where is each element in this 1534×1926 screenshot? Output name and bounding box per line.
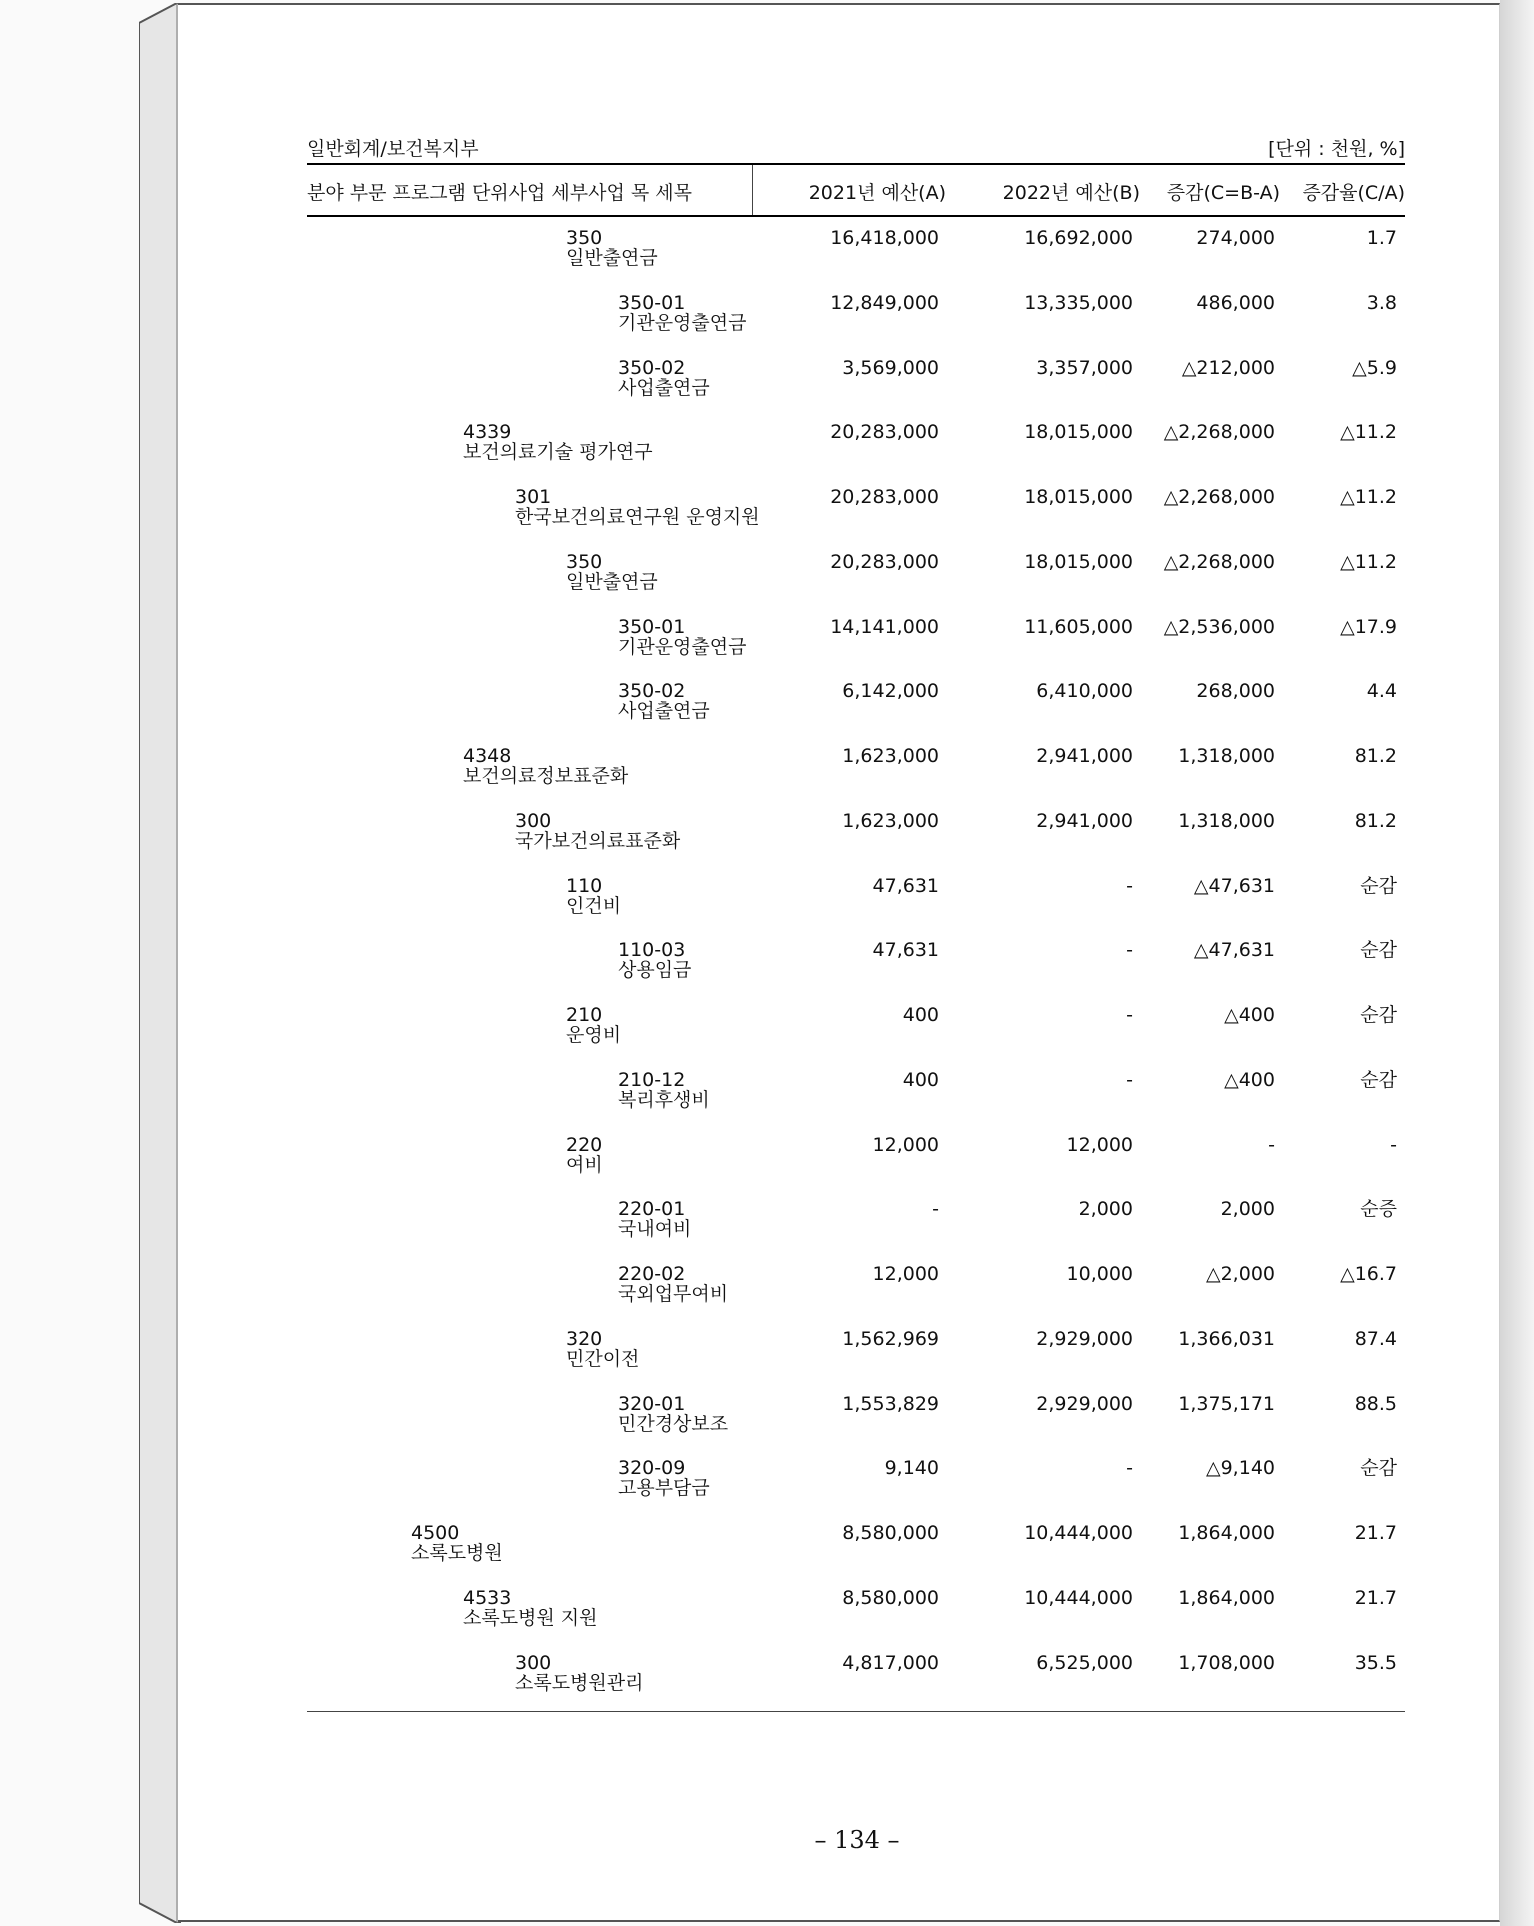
row-name: 소록도병원 [411, 1542, 503, 1564]
row-change-rate: 3.8 [1366, 291, 1397, 314]
row-change: 2,000 [1220, 1198, 1275, 1221]
row-change-rate: 21.7 [1354, 1586, 1397, 1609]
row-name: 보건의료정보표준화 [463, 765, 629, 787]
row-code: 320-01 [618, 1392, 686, 1415]
row-code: 350 [566, 227, 603, 249]
row-change: △400 [1224, 1004, 1275, 1026]
row-budget-2022: 6,525,000 [1036, 1651, 1133, 1674]
row-change: △400 [1224, 1068, 1275, 1091]
table-top-rule [307, 163, 1405, 165]
row-budget-2022: 6,410,000 [1036, 680, 1133, 703]
row-budget-2021: 12,000 [872, 1133, 939, 1156]
row-change: △47,631 [1193, 874, 1275, 897]
row-budget-2021: 400 [902, 1068, 939, 1091]
row-code: 210-12 [618, 1068, 686, 1091]
row-code: 300 [515, 809, 552, 832]
table-row [0, 487, 1534, 551]
row-name: 국내여비 [618, 1218, 692, 1241]
row-change: 1,708,000 [1178, 1651, 1275, 1674]
row-change: 1,864,000 [1178, 1586, 1275, 1609]
row-change: 268,000 [1196, 680, 1275, 703]
row-code: 320 [566, 1327, 603, 1350]
row-name: 한국보건의료연구원 운영지원 [515, 506, 760, 528]
row-name: 국외업무여비 [618, 1283, 729, 1305]
row-name: 일반출연금 [566, 247, 658, 269]
row-change-rate: 순감 [1360, 939, 1397, 962]
row-budget-2022: 11,605,000 [1024, 615, 1133, 638]
row-budget-2021: 6,142,000 [842, 680, 939, 703]
row-budget-2022: - [1126, 874, 1133, 897]
row-change-rate: 4.4 [1366, 680, 1397, 703]
table-row [0, 1653, 1534, 1717]
row-change: - [1268, 1133, 1275, 1156]
row-name: 기관운영출연금 [618, 635, 747, 658]
row-budget-2021: 47,631 [872, 939, 939, 962]
row-budget-2021: 9,140 [884, 1457, 939, 1480]
row-change: 274,000 [1196, 227, 1275, 249]
table-row [0, 1394, 1534, 1458]
row-budget-2021: 3,569,000 [842, 356, 939, 379]
table-row [0, 617, 1534, 681]
row-change: △2,268,000 [1163, 421, 1275, 444]
row-change: △47,631 [1193, 939, 1275, 962]
row-change: 486,000 [1196, 291, 1275, 314]
row-budget-2022: 18,015,000 [1024, 486, 1133, 508]
row-code: 4500 [411, 1522, 460, 1544]
table-row [0, 1135, 1534, 1199]
row-budget-2021: 14,141,000 [830, 615, 939, 638]
table-bottom-rule [307, 1711, 1405, 1712]
table-row [0, 746, 1534, 810]
row-budget-2022: - [1126, 1004, 1133, 1026]
unit-label: [단위 : 천원, %] [1268, 138, 1405, 160]
row-budget-2021: 8,580,000 [842, 1586, 939, 1609]
row-budget-2021: 12,849,000 [830, 291, 939, 314]
table-row [0, 1199, 1534, 1263]
row-change-rate: 21.7 [1354, 1522, 1397, 1544]
row-budget-2021: 20,283,000 [830, 421, 939, 444]
table-row [0, 940, 1534, 1004]
row-budget-2022: 13,335,000 [1024, 291, 1133, 314]
row-name: 소록도병원관리 [515, 1671, 644, 1694]
row-budget-2022: 2,000 [1078, 1198, 1133, 1221]
row-budget-2022: 2,941,000 [1036, 809, 1133, 832]
table-row [0, 1264, 1534, 1328]
row-budget-2021: 8,580,000 [842, 1522, 939, 1544]
table-row [0, 1588, 1534, 1652]
row-change-rate: △11.2 [1340, 486, 1397, 508]
row-budget-2021: 47,631 [872, 874, 939, 897]
row-change: 1,318,000 [1178, 809, 1275, 832]
row-budget-2021: 20,283,000 [830, 550, 939, 573]
row-change-rate: 순감 [1360, 1004, 1397, 1026]
row-name: 민간이전 [566, 1347, 640, 1370]
row-code: 350-01 [618, 615, 686, 638]
row-budget-2021: 4,817,000 [842, 1651, 939, 1674]
row-name: 민간경상보조 [618, 1412, 729, 1435]
row-code: 350-01 [618, 291, 686, 314]
row-budget-2021: 16,418,000 [830, 227, 939, 249]
row-budget-2021: 1,562,969 [842, 1327, 939, 1350]
row-change-rate: △11.2 [1340, 421, 1397, 444]
row-change-rate: 순감 [1360, 1068, 1397, 1091]
row-code: 4348 [463, 745, 512, 767]
col-header-2021: 2021년 예산(A) [808, 182, 946, 204]
row-change-rate: 35.5 [1354, 1651, 1397, 1674]
col-header-change: 증감(C=B-A) [1166, 182, 1280, 204]
row-change: △2,000 [1205, 1263, 1275, 1285]
row-change: △9,140 [1205, 1457, 1275, 1480]
row-change-rate: 87.4 [1354, 1327, 1397, 1350]
row-budget-2021: 1,623,000 [842, 745, 939, 767]
col-header-2022: 2022년 예산(B) [1002, 182, 1140, 204]
table-row [0, 1523, 1534, 1587]
row-budget-2022: 10,444,000 [1024, 1586, 1133, 1609]
row-name: 고용부담금 [618, 1477, 710, 1500]
row-budget-2022: 12,000 [1066, 1133, 1133, 1156]
row-name: 국가보건의료표준화 [515, 829, 681, 852]
row-name: 사업출연금 [618, 700, 710, 723]
row-change: 1,366,031 [1178, 1327, 1275, 1350]
row-name: 사업출연금 [618, 376, 710, 399]
row-change-rate: △5.9 [1352, 356, 1397, 379]
table-row [0, 293, 1534, 357]
table-row [0, 422, 1534, 486]
row-change-rate: 81.2 [1354, 809, 1397, 832]
row-change-rate: 88.5 [1354, 1392, 1397, 1415]
row-name: 복리후생비 [618, 1088, 710, 1111]
row-change: 1,375,171 [1178, 1392, 1275, 1415]
row-budget-2021: 12,000 [872, 1263, 939, 1285]
row-change-rate: △16.7 [1340, 1263, 1397, 1285]
row-code: 210 [566, 1004, 603, 1026]
row-change: 1,864,000 [1178, 1522, 1275, 1544]
row-code: 320-09 [618, 1457, 686, 1480]
row-name: 보건의료기술 평가연구 [463, 441, 653, 464]
row-name: 인건비 [566, 894, 622, 917]
row-budget-2021: 1,623,000 [842, 809, 939, 832]
row-name: 소록도병원 지원 [463, 1606, 598, 1629]
row-code: 350-02 [618, 680, 686, 703]
row-code: 220-02 [618, 1263, 686, 1285]
table-row [0, 681, 1534, 745]
row-change: △2,268,000 [1163, 486, 1275, 508]
row-budget-2022: 2,929,000 [1036, 1392, 1133, 1415]
row-change-rate: 순감 [1360, 874, 1397, 897]
row-code: 300 [515, 1651, 552, 1674]
row-budget-2021: 20,283,000 [830, 486, 939, 508]
col-header-rate: 증감율(C/A) [1302, 182, 1405, 204]
row-code: 4339 [463, 421, 512, 444]
row-name: 기관운영출연금 [618, 311, 747, 334]
row-budget-2022: 2,941,000 [1036, 745, 1133, 767]
header-bottom-rule [307, 215, 1405, 217]
row-budget-2022: - [1126, 1068, 1133, 1091]
row-name: 여비 [566, 1153, 603, 1176]
row-change: 1,318,000 [1178, 745, 1275, 767]
row-change: △2,536,000 [1163, 615, 1275, 638]
table-row [0, 1070, 1534, 1134]
row-code: 220-01 [618, 1198, 686, 1221]
table-row [0, 358, 1534, 422]
row-change-rate: 81.2 [1354, 745, 1397, 767]
row-change-rate: 순감 [1360, 1457, 1397, 1480]
row-budget-2021: - [932, 1198, 939, 1221]
table-row [0, 1005, 1534, 1069]
row-code: 110-03 [618, 939, 686, 962]
row-budget-2022: 18,015,000 [1024, 550, 1133, 573]
row-name: 일반출연금 [566, 570, 658, 593]
row-budget-2022: 18,015,000 [1024, 421, 1133, 444]
row-budget-2022: 2,929,000 [1036, 1327, 1133, 1350]
row-budget-2022: - [1126, 1457, 1133, 1480]
row-budget-2022: 10,000 [1066, 1263, 1133, 1285]
col-header-hierarchy: 분야 부문 프로그램 단위사업 세부사업 목 세목 [307, 182, 692, 204]
row-budget-2022: - [1126, 939, 1133, 962]
row-change-rate: - [1390, 1133, 1397, 1156]
row-name: 운영비 [566, 1024, 622, 1046]
table-row [0, 811, 1534, 875]
row-change-rate: △11.2 [1340, 550, 1397, 573]
row-budget-2022: 16,692,000 [1024, 227, 1133, 249]
row-budget-2021: 400 [902, 1004, 939, 1026]
row-change: △2,268,000 [1163, 550, 1275, 573]
page-number: – 134 – [814, 1826, 900, 1854]
row-budget-2022: 10,444,000 [1024, 1522, 1133, 1544]
header-column-divider [752, 165, 753, 215]
table-row [0, 1458, 1534, 1522]
table-row [0, 1329, 1534, 1393]
row-code: 4533 [463, 1586, 512, 1609]
row-code: 350-02 [618, 356, 686, 379]
row-name: 상용임금 [618, 959, 692, 982]
row-code: 350 [566, 550, 603, 573]
table-row [0, 228, 1534, 292]
row-code: 220 [566, 1133, 603, 1156]
row-change-rate: 1.7 [1366, 227, 1397, 249]
row-change-rate: 순증 [1360, 1198, 1397, 1221]
table-row [0, 876, 1534, 940]
row-code: 301 [515, 486, 552, 508]
row-code: 110 [566, 874, 603, 897]
table-row [0, 552, 1534, 616]
row-change-rate: △17.9 [1340, 615, 1397, 638]
section-title: 일반회계/보건복지부 [307, 138, 479, 160]
row-budget-2022: 3,357,000 [1036, 356, 1133, 379]
row-budget-2021: 1,553,829 [842, 1392, 939, 1415]
row-change: △212,000 [1181, 356, 1275, 379]
